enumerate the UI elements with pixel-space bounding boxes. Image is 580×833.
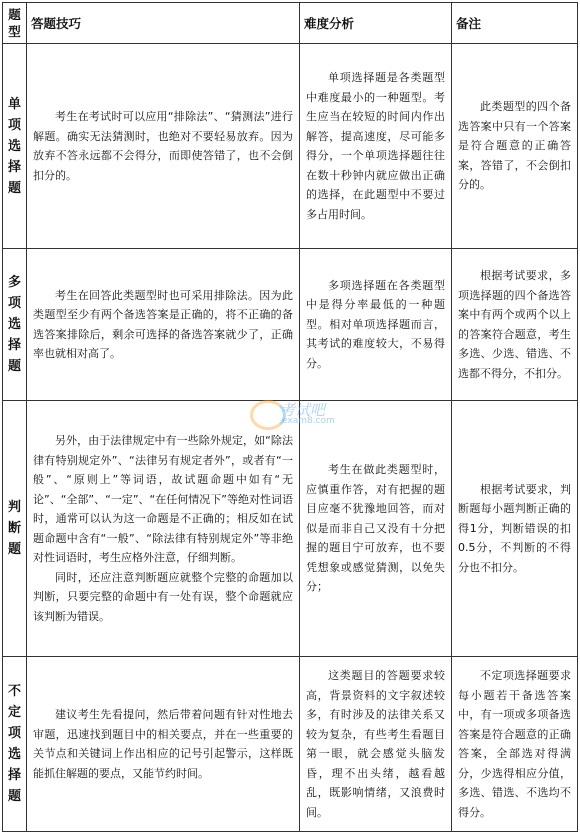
table-row	[3, 44, 578, 249]
tips-cell	[27, 44, 300, 249]
header-type-label: 题型	[8, 7, 21, 39]
exam-tips-table	[2, 2, 578, 832]
difficulty-text: 单项选择题是各类题型中难度最小的一种题型。考生应当在较短的时间内作出解答，提高速度，尽可能多得分，一个单项选择题往往在数十秒钟内就应做出正确的选择，在此题型中不要过多占用时间。	[306, 71, 445, 221]
table-row	[3, 657, 578, 832]
question-type: 不定项选择题	[3, 657, 27, 832]
note-text: 不定项选择题要求每小题若干备选答案中，有一项或多项备选答案是符合题意的正确答案，全部选对得满分，少选得相应分值，多选、错选、不选均不得分。	[458, 669, 571, 819]
tips-paragraph: 建议考生先看提问，然后带着问题有针对性地去审题，迅速找到题目中的相关要点，并在一些重要的关节点和关键词上作出相应的记号引起警示，这样既能抓住解题的要点，又能节约时间。	[33, 708, 293, 780]
note-cell	[452, 657, 578, 832]
header-tips: 答题技巧	[27, 3, 300, 44]
note-text: 根据考试要求，判断题每小题判断正确的得1分，判断错误的扣0.5分，不判断的不得分也不扣分。	[458, 482, 571, 574]
question-type: 单项选择题	[3, 44, 27, 249]
watermark-subtext: exam8.com	[282, 416, 335, 426]
tips-paragraph: 考生在回答此类题型时也可采用排除法。因为此类题型至少有两个备选答案是正确的，将不正确的备选答案排除后，剩余可选择的备选答案就少了，正确率也就相对高了。	[33, 288, 293, 360]
note-cell	[452, 44, 578, 249]
note-text: 根据考试要求，多项选择题的四个备选答案中有两个或两个以上的答案符合题意，考生多选、少选、错选、不选都不得分，不扣分。	[458, 269, 571, 380]
note-text: 此类题型的四个备选答案中只有一个答案是符合题意的正确答案，答错了，不会倒扣分的。	[458, 100, 571, 192]
header-note: 备注	[452, 3, 578, 44]
note-cell	[452, 401, 578, 657]
tips-paragraph: 同时，还应注意判断题应就整个完整的命题加以判断，只要完整的命题中有一处有误，整个命题就应该判断为错误。	[33, 570, 293, 623]
question-type: 多项选择题	[3, 249, 27, 401]
header-difficulty: 难度分析	[300, 3, 452, 44]
table-row	[3, 249, 578, 401]
note-cell	[452, 249, 578, 401]
difficulty-text: 这类题目的答题要求较高，背景资料的文字叙述较多，有时涉及的法律关系又较为复杂，有些考生看题目第一眼，就会感觉头脑发昏，理不出头绪，越看越乱，既影响情绪，又浪费时间。	[306, 669, 445, 819]
watermark-text: 考试吧	[280, 401, 326, 419]
difficulty-cell	[300, 44, 452, 249]
tips-cell	[27, 401, 300, 657]
tips-cell	[27, 249, 300, 401]
difficulty-cell	[300, 249, 452, 401]
tips-paragraph: 另外，由于法律规定中有一些除外规定，如“除法律有特别规定外”、“法律另有规定者外”，或者有“一般”、“原则上”等词语，故试题命题中如有“无论”、“全部”、“一定”、“在任何情况下”等绝对性词语时，通常可以认为这一命题是不正确的；相反如在试题命题中含有“一般”、“除法律有特别规定外”等非绝对性词语时，考生应格外注意，仔细判断。	[33, 434, 293, 564]
difficulty-cell	[300, 401, 452, 657]
tips-paragraph: 考生在考试时可以应用“排除法”、“猜测法”进行解题。确实无法猜测时，也绝对不要轻易放弃。因为放弃不答永远都不会得分，而即使答错了，也不会倒扣分的。	[33, 110, 293, 182]
tips-cell	[27, 657, 300, 832]
header-type	[3, 3, 27, 44]
table-row	[3, 401, 578, 657]
question-type: 判断题	[3, 401, 27, 657]
difficulty-text: 考生在做此类题型时，应慎重作答，对有把握的题目应毫不犹豫地回答，而对似是而非自己又没有十分把握的题目宁可放弃，也不要凭想象或感觉猜测，以免失分；	[306, 463, 445, 594]
header-row	[3, 3, 578, 44]
difficulty-text: 多项选择题在各类题型中是得分率最低的一种题型。相对单项选择题而言，其考试的难度较大，不易得分。	[306, 278, 445, 370]
difficulty-cell	[300, 657, 452, 832]
